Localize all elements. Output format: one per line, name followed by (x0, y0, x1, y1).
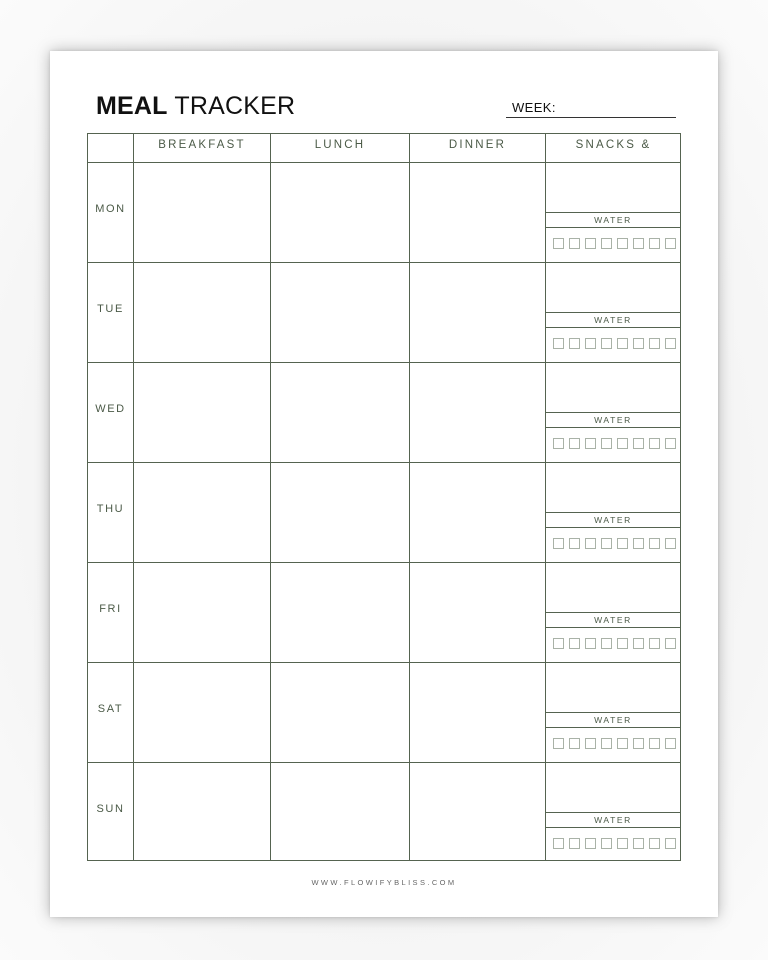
water-glass-checkbox[interactable] (553, 438, 564, 449)
meal-cell-fri-dinner[interactable] (410, 563, 544, 661)
water-glass-checkbox[interactable] (569, 438, 580, 449)
water-glass-checkbox[interactable] (569, 338, 580, 349)
water-glass-checkbox[interactable] (633, 638, 644, 649)
meal-cell-sat-dinner[interactable] (410, 663, 544, 761)
water-glass-checkbox[interactable] (617, 238, 628, 249)
water-label: WATER (545, 712, 681, 728)
water-glass-checkbox[interactable] (649, 438, 660, 449)
water-glass-checkbox[interactable] (633, 438, 644, 449)
column-header-breakfast: BREAKFAST (158, 139, 246, 151)
snacks-cell-sat[interactable] (546, 663, 680, 711)
day-label-wed: WED (95, 403, 126, 415)
water-glass-checkbox[interactable] (585, 238, 596, 249)
meal-cell-sat-breakfast[interactable] (134, 663, 269, 761)
meal-cell-thu-breakfast[interactable] (134, 463, 269, 561)
water-glass-checkbox[interactable] (665, 838, 676, 849)
day-label-sun: SUN (96, 803, 125, 815)
title-tracker: TRACKER (174, 92, 296, 120)
water-glass-checkbox[interactable] (617, 838, 628, 849)
water-checkboxes-fri (553, 638, 676, 649)
water-glass-checkbox[interactable] (633, 738, 644, 749)
page-title (96, 91, 295, 121)
water-glass-checkbox[interactable] (601, 538, 612, 549)
day-label-sat: SAT (97, 703, 124, 715)
water-label: WATER (545, 212, 681, 228)
snacks-cell-wed[interactable] (546, 363, 680, 411)
water-glass-checkbox[interactable] (585, 638, 596, 649)
water-label: WATER (545, 812, 681, 828)
water-glass-checkbox[interactable] (601, 438, 612, 449)
water-glass-checkbox[interactable] (665, 538, 676, 549)
water-glass-checkbox[interactable] (601, 638, 612, 649)
water-checkboxes-mon (553, 238, 676, 249)
water-glass-checkbox[interactable] (569, 638, 580, 649)
day-label-tue: TUE (97, 303, 124, 315)
water-glass-checkbox[interactable] (553, 738, 564, 749)
water-glass-checkbox[interactable] (553, 338, 564, 349)
footer-url: WWW.FLOWIFYBLISS.COM (311, 878, 457, 887)
meal-grid (87, 133, 681, 861)
water-glass-checkbox[interactable] (569, 838, 580, 849)
water-glass-checkbox[interactable] (633, 838, 644, 849)
water-glass-checkbox[interactable] (569, 238, 580, 249)
water-label: WATER (545, 312, 681, 328)
meal-cell-sun-lunch[interactable] (271, 763, 408, 861)
water-glass-checkbox[interactable] (617, 438, 628, 449)
snacks-cell-tue[interactable] (546, 263, 680, 311)
column-header-snacks: SNACKS & (575, 139, 652, 151)
meal-cell-tue-dinner[interactable] (410, 263, 544, 361)
meal-cell-mon-dinner[interactable] (410, 163, 544, 261)
meal-cell-wed-dinner[interactable] (410, 363, 544, 461)
water-glass-checkbox[interactable] (649, 638, 660, 649)
water-glass-checkbox[interactable] (585, 538, 596, 549)
water-checkboxes-wed (553, 438, 676, 449)
water-glass-checkbox[interactable] (585, 338, 596, 349)
meal-cell-mon-lunch[interactable] (271, 163, 408, 261)
day-label-mon: MON (95, 203, 126, 215)
water-glass-checkbox[interactable] (553, 538, 564, 549)
meal-tracker-sheet (50, 51, 718, 917)
water-glass-checkbox[interactable] (601, 838, 612, 849)
meal-cell-thu-dinner[interactable] (410, 463, 544, 561)
meal-cell-mon-breakfast[interactable] (134, 163, 269, 261)
snacks-cell-fri[interactable] (546, 563, 680, 611)
water-label: WATER (545, 512, 681, 528)
meal-cell-tue-lunch[interactable] (271, 263, 408, 361)
water-glass-checkbox[interactable] (633, 238, 644, 249)
water-glass-checkbox[interactable] (665, 438, 676, 449)
meal-cell-wed-breakfast[interactable] (134, 363, 269, 461)
water-glass-checkbox[interactable] (665, 338, 676, 349)
water-glass-checkbox[interactable] (585, 438, 596, 449)
meal-cell-wed-lunch[interactable] (271, 363, 408, 461)
meal-cell-sat-lunch[interactable] (271, 663, 408, 761)
snacks-cell-mon[interactable] (546, 163, 680, 211)
water-glass-checkbox[interactable] (649, 738, 660, 749)
day-label-fri: FRI (99, 603, 122, 615)
water-checkboxes-sat (553, 738, 676, 749)
water-glass-checkbox[interactable] (601, 238, 612, 249)
water-glass-checkbox[interactable] (649, 538, 660, 549)
meal-cell-sun-breakfast[interactable] (134, 763, 269, 861)
week-input-line[interactable] (506, 117, 676, 118)
water-glass-checkbox[interactable] (665, 638, 676, 649)
week-label: WEEK: (512, 100, 556, 115)
water-label: WATER (545, 412, 681, 428)
meal-cell-fri-lunch[interactable] (271, 563, 408, 661)
water-glass-checkbox[interactable] (617, 338, 628, 349)
meal-cell-tue-breakfast[interactable] (134, 263, 269, 361)
water-glass-checkbox[interactable] (617, 738, 628, 749)
water-glass-checkbox[interactable] (553, 838, 564, 849)
meal-cell-fri-breakfast[interactable] (134, 563, 269, 661)
water-glass-checkbox[interactable] (553, 238, 564, 249)
water-glass-checkbox[interactable] (617, 538, 628, 549)
column-header-dinner: DINNER (448, 139, 507, 151)
water-glass-checkbox[interactable] (665, 738, 676, 749)
water-glass-checkbox[interactable] (569, 738, 580, 749)
water-glass-checkbox[interactable] (633, 338, 644, 349)
water-label: WATER (545, 612, 681, 628)
water-glass-checkbox[interactable] (649, 338, 660, 349)
water-glass-checkbox[interactable] (601, 338, 612, 349)
title-meal: MEAL (96, 92, 168, 120)
water-glass-checkbox[interactable] (649, 838, 660, 849)
water-checkboxes-tue (553, 338, 676, 349)
water-checkboxes-sun (553, 838, 676, 849)
water-glass-checkbox[interactable] (585, 838, 596, 849)
water-glass-checkbox[interactable] (649, 238, 660, 249)
snacks-cell-thu[interactable] (546, 463, 680, 511)
meal-cell-sun-dinner[interactable] (410, 763, 544, 861)
water-glass-checkbox[interactable] (569, 538, 580, 549)
meal-cell-thu-lunch[interactable] (271, 463, 408, 561)
water-glass-checkbox[interactable] (553, 638, 564, 649)
water-glass-checkbox[interactable] (617, 638, 628, 649)
day-label-thu: THU (96, 503, 125, 515)
water-glass-checkbox[interactable] (585, 738, 596, 749)
snacks-cell-sun[interactable] (546, 763, 680, 811)
column-header-lunch: LUNCH (314, 139, 366, 151)
water-checkboxes-thu (553, 538, 676, 549)
water-glass-checkbox[interactable] (601, 738, 612, 749)
water-glass-checkbox[interactable] (665, 238, 676, 249)
water-glass-checkbox[interactable] (633, 538, 644, 549)
